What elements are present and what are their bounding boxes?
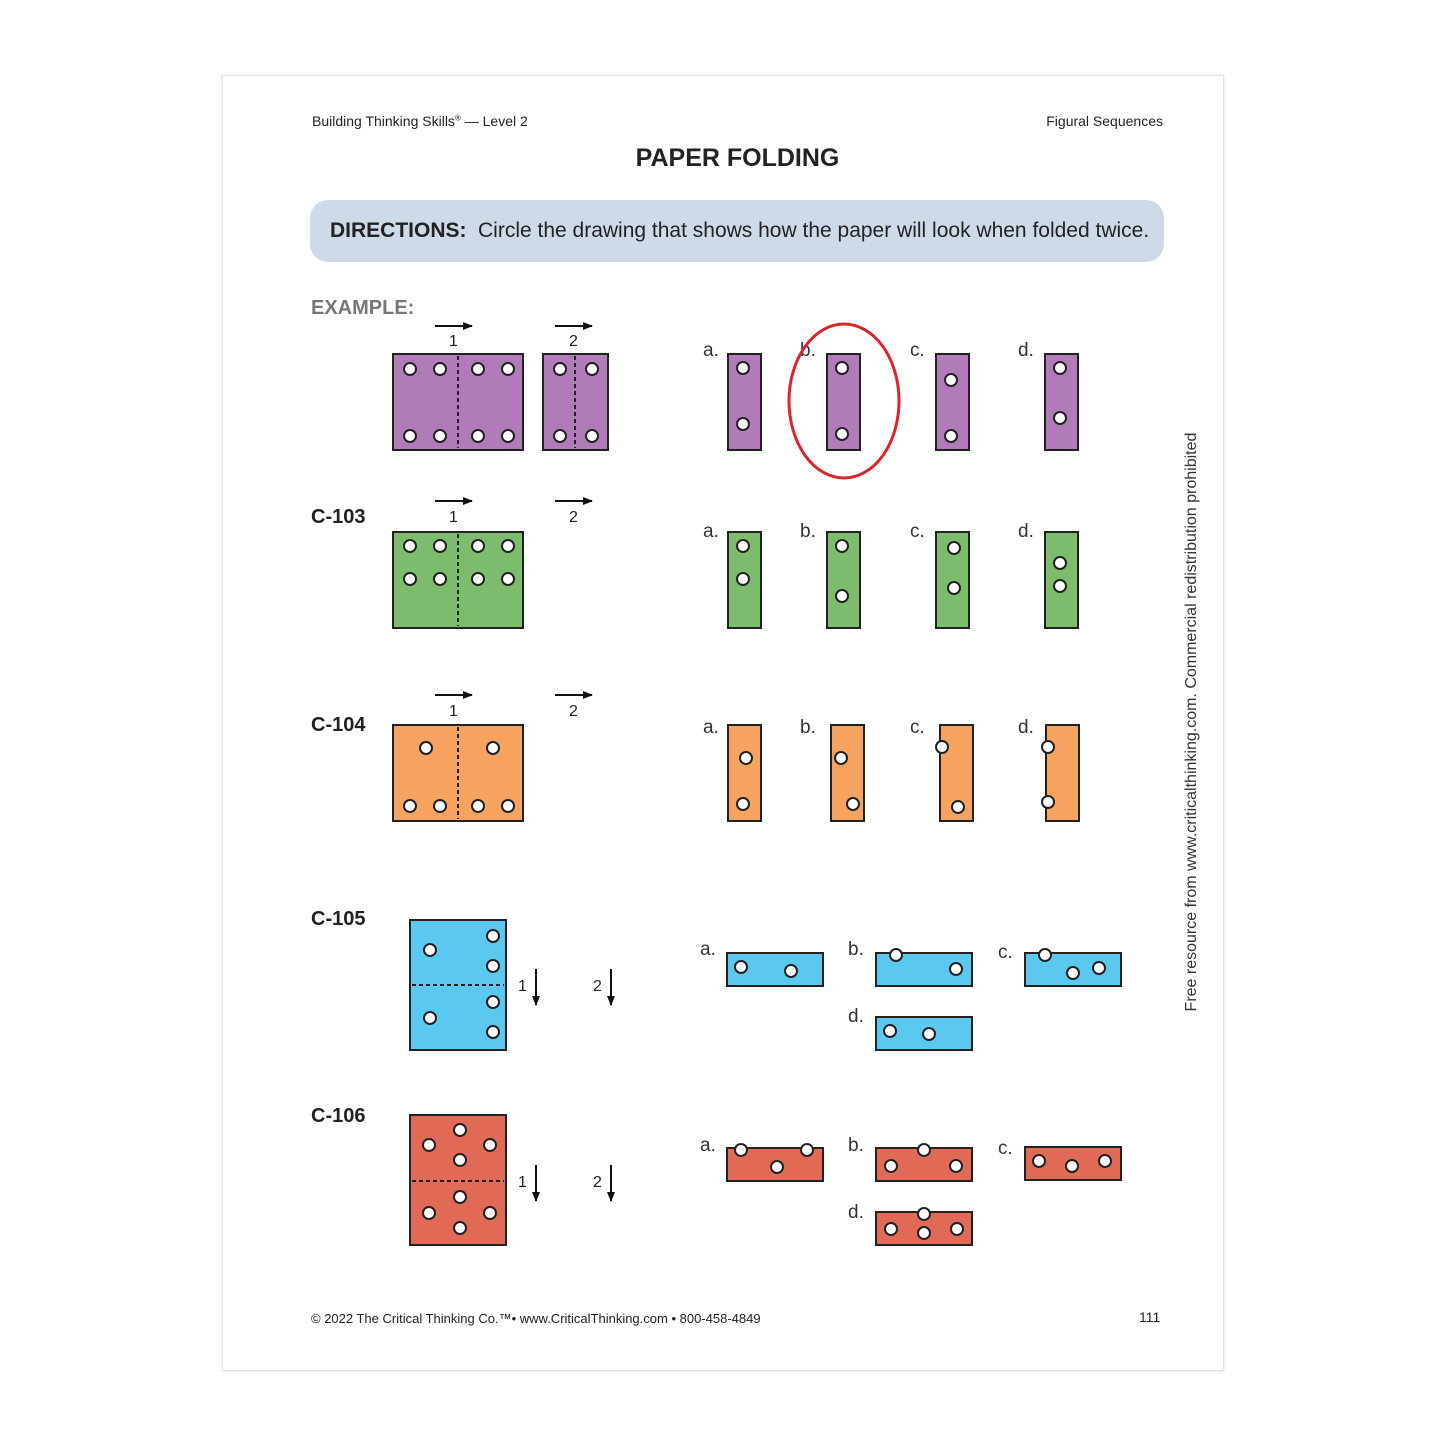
- punch-hole: [836, 540, 848, 552]
- problem-id-c106: C-106: [311, 1105, 366, 1127]
- punch-hole: [950, 1160, 962, 1172]
- punch-hole: [1066, 1160, 1078, 1172]
- example-label: EXAMPLE:: [311, 297, 415, 319]
- option-label: b.: [848, 1135, 864, 1156]
- punch-hole: [502, 800, 514, 812]
- punch-hole: [847, 798, 859, 810]
- punch-hole: [434, 573, 446, 585]
- punch-hole: [801, 1144, 813, 1156]
- fold-step-number: 1: [449, 333, 458, 350]
- punch-hole: [1054, 580, 1066, 592]
- punch-hole: [487, 742, 499, 754]
- page-number: 111: [1139, 1309, 1161, 1325]
- punch-hole: [434, 800, 446, 812]
- punch-hole: [472, 800, 484, 812]
- punch-hole: [1033, 1155, 1045, 1167]
- page-title: PAPER FOLDING: [635, 144, 840, 172]
- punch-hole: [1067, 967, 1079, 979]
- punch-hole: [1054, 412, 1066, 424]
- punch-hole: [423, 1139, 435, 1151]
- punch-hole: [951, 1223, 963, 1235]
- punch-hole: [472, 573, 484, 585]
- option-label: d.: [848, 1006, 864, 1027]
- punch-hole: [454, 1191, 466, 1203]
- copyright-footer: © 2022 The Critical Thinking Co.™• www.CriticalThinking.com • 800-458-4849: [311, 1311, 761, 1326]
- problem-id-c103: C-103: [311, 506, 366, 528]
- fold-step-number: 1: [449, 509, 458, 526]
- punch-hole: [737, 418, 749, 430]
- punch-hole: [484, 1139, 496, 1151]
- punch-hole: [785, 965, 797, 977]
- punch-hole: [735, 961, 747, 973]
- option-label: c.: [910, 717, 925, 738]
- punch-hole: [740, 752, 752, 764]
- punch-hole: [836, 428, 848, 440]
- punch-hole: [487, 1026, 499, 1038]
- punch-hole: [502, 573, 514, 585]
- fold-step-number: 2: [569, 333, 578, 350]
- punch-hole: [1042, 796, 1054, 808]
- punch-hole: [586, 430, 598, 442]
- option-label: d.: [1018, 521, 1034, 542]
- option-label: c.: [910, 521, 925, 542]
- punch-hole: [454, 1222, 466, 1234]
- fold-step-number: 1: [518, 978, 527, 995]
- option-label: a.: [703, 521, 719, 542]
- option-label: a.: [703, 340, 719, 361]
- fold-step-number: 1: [518, 1174, 527, 1191]
- option-label: d.: [1018, 717, 1034, 738]
- punch-hole: [502, 430, 514, 442]
- punch-hole: [836, 590, 848, 602]
- punch-hole: [404, 800, 416, 812]
- punch-hole: [885, 1223, 897, 1235]
- punch-hole: [424, 944, 436, 956]
- option-label: d.: [1018, 340, 1034, 361]
- punch-hole: [918, 1208, 930, 1220]
- punch-hole: [735, 1144, 747, 1156]
- option-label: a.: [700, 1135, 716, 1156]
- punch-hole: [404, 363, 416, 375]
- punch-hole: [502, 363, 514, 375]
- punch-hole: [423, 1207, 435, 1219]
- punch-hole: [1099, 1155, 1111, 1167]
- punch-hole: [936, 741, 948, 753]
- punch-hole: [884, 1025, 896, 1037]
- punch-hole: [945, 374, 957, 386]
- fold-step-number: 2: [593, 978, 602, 995]
- punch-hole: [918, 1144, 930, 1156]
- section-title: Figural Sequences: [1046, 113, 1163, 129]
- fold-step-number: 2: [593, 1174, 602, 1191]
- problem-id-c105: C-105: [311, 908, 366, 930]
- punch-hole: [1054, 557, 1066, 569]
- punch-hole: [554, 363, 566, 375]
- punch-hole: [434, 430, 446, 442]
- punch-hole: [472, 540, 484, 552]
- punch-hole: [404, 430, 416, 442]
- option-label: a.: [703, 717, 719, 738]
- punch-hole: [945, 430, 957, 442]
- fold-step-number: 1: [449, 703, 458, 720]
- redistribution-notice: Free resource from www.criticalthinking.com. Commercial redistribution prohibited: [1183, 432, 1200, 1012]
- option-label: b.: [800, 717, 816, 738]
- option-label: c.: [998, 942, 1013, 963]
- punch-hole: [434, 540, 446, 552]
- punch-hole: [404, 540, 416, 552]
- punch-hole: [487, 996, 499, 1008]
- punch-hole: [918, 1227, 930, 1239]
- punch-hole: [434, 363, 446, 375]
- option-label: b.: [800, 340, 816, 361]
- punch-hole: [948, 542, 960, 554]
- option-label: c.: [998, 1138, 1013, 1159]
- punch-hole: [1039, 949, 1051, 961]
- punch-hole: [487, 960, 499, 972]
- directions-label: DIRECTIONS:: [330, 219, 467, 242]
- punch-hole: [454, 1154, 466, 1166]
- book-title: Building Thinking Skills® — Level 2: [312, 113, 528, 129]
- directions-text: Circle the drawing that shows how the paper will look when folded twice.: [478, 219, 1150, 242]
- problem-id-c104: C-104: [311, 714, 366, 736]
- punch-hole: [737, 362, 749, 374]
- punch-hole: [1042, 741, 1054, 753]
- punch-hole: [952, 801, 964, 813]
- punch-hole: [487, 930, 499, 942]
- punch-hole: [885, 1160, 897, 1172]
- punch-hole: [737, 573, 749, 585]
- punch-hole: [890, 949, 902, 961]
- punch-hole: [472, 363, 484, 375]
- punch-hole: [554, 430, 566, 442]
- punch-hole: [454, 1124, 466, 1136]
- option-label: c.: [910, 340, 925, 361]
- punch-hole: [404, 573, 416, 585]
- option-label: d.: [848, 1202, 864, 1223]
- punch-hole: [502, 540, 514, 552]
- punch-hole: [950, 963, 962, 975]
- punch-hole: [737, 540, 749, 552]
- punch-hole: [835, 752, 847, 764]
- option-label: b.: [848, 939, 864, 960]
- fold-step-number: 2: [569, 509, 578, 526]
- punch-hole: [424, 1012, 436, 1024]
- punch-hole: [472, 430, 484, 442]
- punch-hole: [586, 363, 598, 375]
- punch-hole: [836, 362, 848, 374]
- punch-hole: [948, 582, 960, 594]
- punch-hole: [737, 798, 749, 810]
- punch-hole: [420, 742, 432, 754]
- punch-hole: [923, 1028, 935, 1040]
- option-label: b.: [800, 521, 816, 542]
- punch-hole: [484, 1207, 496, 1219]
- option-label: a.: [700, 939, 716, 960]
- fold-step-number: 2: [569, 703, 578, 720]
- punch-hole: [771, 1161, 783, 1173]
- punch-hole: [1093, 962, 1105, 974]
- punch-hole: [1054, 362, 1066, 374]
